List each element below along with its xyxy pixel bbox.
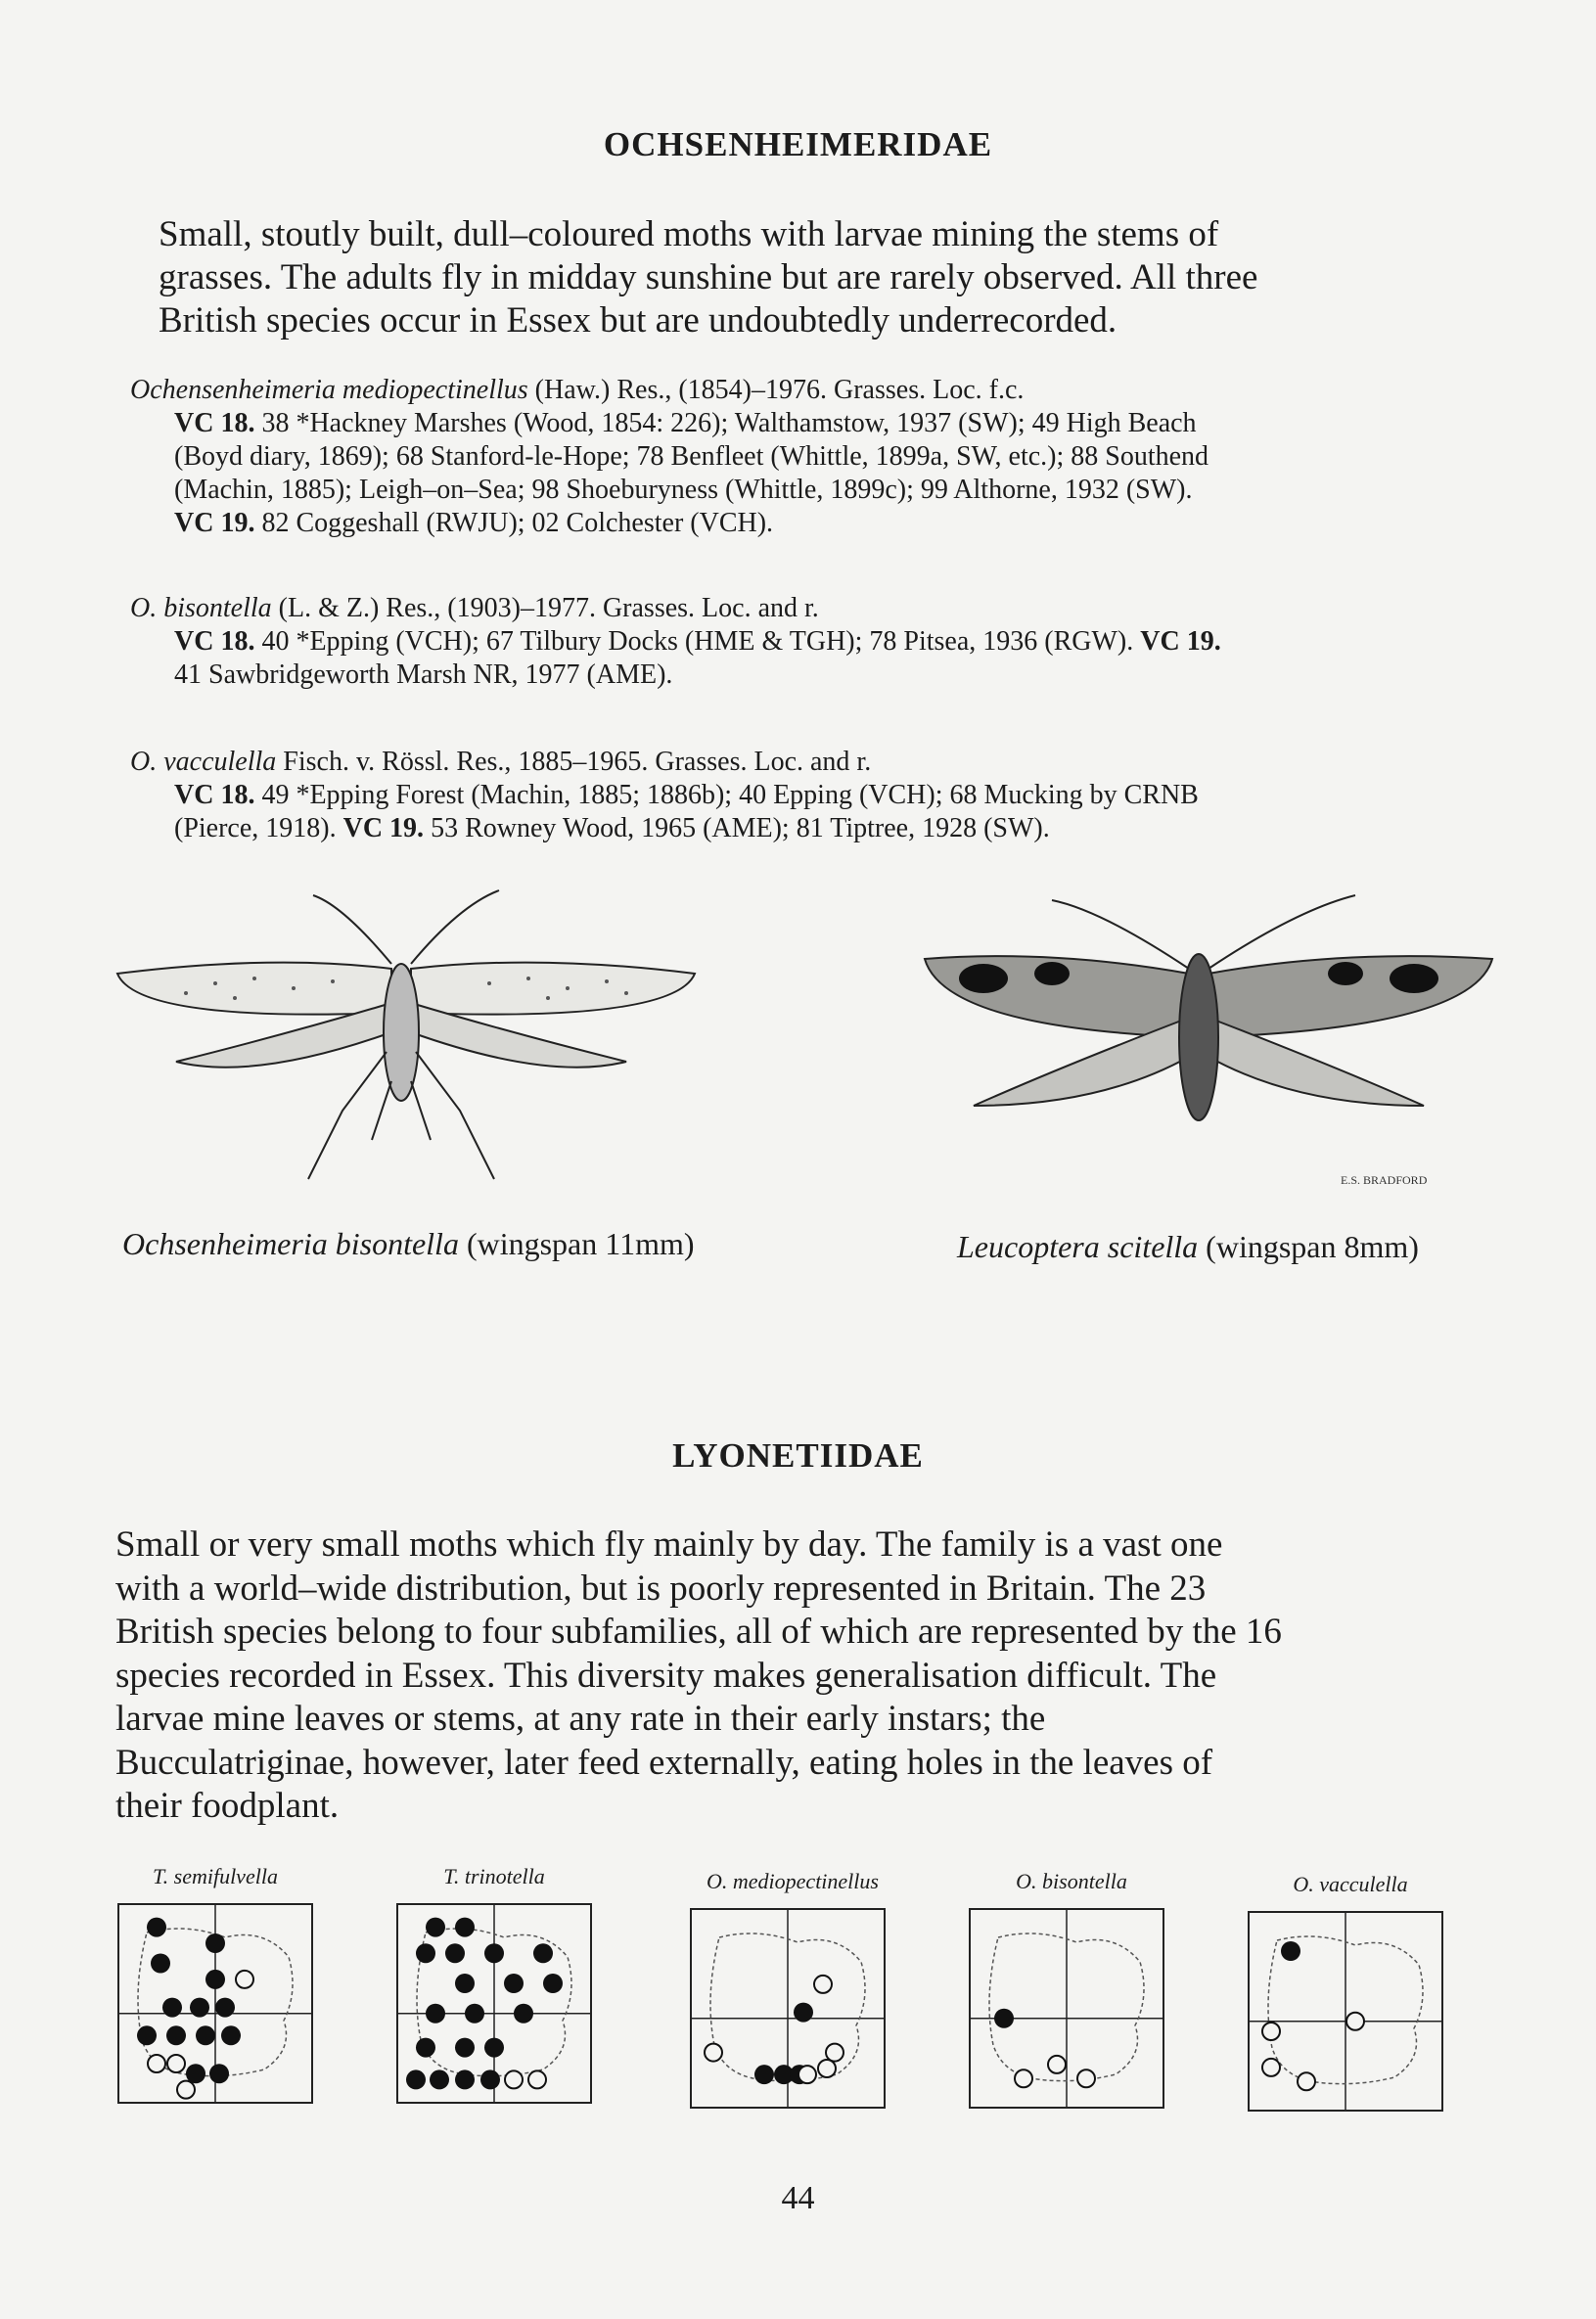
record-dot-filled [455,1918,475,1937]
intro-line: British species occur in Essex but are undoubtedly underrecorded. [159,300,1117,341]
vice-county-label: VC 18. [174,780,255,810]
distribution-map [113,1864,318,1889]
page-number: 44 [781,2180,815,2216]
record-dot-filled [794,2003,813,2023]
vice-county-label: VC 19. [1140,626,1221,657]
record-dot-open [1015,2069,1032,2087]
family-intro-ochsenheimeridae [159,213,1489,342]
record-text: 49 *Epping Forest (Machin, 1885; 1886b); 40 Epping (VCH); 68 Mucking by CRNB [261,780,1199,810]
distribution-map [969,1869,1174,1894]
record-dot-filled [504,1974,524,1993]
record-dot-filled [455,1974,475,1993]
caption-wingspan: (wingspan 11mm) [466,1226,695,1261]
record-text: (Pierce, 1918). [174,813,337,843]
record-text: 53 Rowney Wood, 1965 (AME); 81 Tiptree, 1928 (SW). [431,813,1050,843]
record-dot-filled [543,1974,563,1993]
intro-line: species recorded in Essex. This diversity makes generalisation difficult. The [115,1655,1217,1696]
map-label: O. vacculella [1293,1872,1408,1896]
record-dot-open [814,1976,832,1993]
species-entry-vacculella [130,746,1500,845]
record-dot-filled [484,2038,504,2058]
map-label: T. semifulvella [153,1864,278,1888]
record-dot-filled [514,2004,533,2023]
intro-line: Bucculatriginae, however, later feed externally, eating holes in the leaves of [115,1742,1213,1783]
record-dot-filled [205,1933,225,1953]
family-heading-lyonetiidae: LYONETIIDAE [672,1436,924,1475]
family-intro-lyonetiidae [115,1523,1483,1829]
intro-line: with a world–wide distribution, but is poorly represented in Britain. The 23 [115,1568,1207,1609]
vice-county-label: VC 19. [174,508,255,538]
species-status: (Haw.) Res., (1854)–1976. Grasses. Loc. f.c. [534,375,1025,405]
record-dot-open [1346,2013,1364,2030]
record-dot-open [505,2070,523,2088]
record-dot-open [177,2081,195,2099]
record-dot-open [1262,2023,1280,2040]
record-dot-filled [215,1998,235,2018]
record-dot-open [1262,2059,1280,2076]
record-dot-filled [147,1918,166,1937]
record-dot-filled [430,2069,449,2089]
record-text: (Machin, 1885); Leigh–on–Sea; 98 Shoeburyness (Whittle, 1899c); 99 Althorne, 1932 (SW). [174,475,1193,505]
caption-wingspan: (wingspan 8mm) [1206,1229,1419,1264]
record-dot-open [148,2055,165,2072]
moth-illustration-scitella [905,890,1512,1199]
species-status: Fisch. v. Rössl. Res., 1885–1965. Grasses. Loc. and r. [283,747,872,777]
illustrator-signature: E.S. BRADFORD [1341,1173,1428,1187]
distribution-map [675,1869,910,1894]
record-dot-open [1077,2069,1095,2087]
record-dot-filled [166,2025,186,2045]
record-dot-filled [426,2004,445,2023]
record-dot-filled [416,1943,435,1963]
record-dot-filled [455,2069,475,2089]
map-graphic [396,1903,592,2104]
species-status: (L. & Z.) Res., (1903)–1977. Grasses. Loc. and r. [278,593,819,623]
record-dot-open [1048,2056,1066,2073]
intro-line: Small or very small moths which fly mainly by day. The family is a vast one [115,1524,1223,1565]
species-entry-mediopectinellus [130,374,1500,540]
record-dot-filled [455,2038,475,2058]
record-dot-open [705,2044,722,2062]
record-dot-open [798,2066,816,2083]
record-dot-filled [151,1954,170,1974]
record-text: 40 *Epping (VCH); 67 Tilbury Docks (HME & TGH); 78 Pitsea, 1936 (RGW). [261,626,1134,657]
record-dot-filled [445,1943,465,1963]
family-heading-ochsenheimeridae: OCHSENHEIMERIDAE [603,125,993,163]
map-graphic [690,1908,886,2109]
record-dot-filled [484,1943,504,1963]
record-dot-filled [426,1918,445,1937]
caption-species: Leucoptera scitella [957,1229,1199,1264]
record-dot-filled [480,2069,500,2089]
record-dot-filled [221,2025,241,2045]
map-graphic [1248,1911,1443,2112]
record-text: 41 Sawbridgeworth Marsh NR, 1977 (AME). [174,659,673,690]
record-dot-open [826,2044,844,2062]
record-dot-filled [196,2025,215,2045]
record-dot-filled [754,2065,774,2084]
species-name: O. vacculella [130,747,277,777]
figure-caption-bisontella [122,1226,695,1262]
vice-county-label: VC 18. [174,626,255,657]
distribution-maps [113,1864,1502,2109]
species-name: Ochensenheimeria mediopectinellus [130,375,528,405]
figure-caption-scitella [957,1229,1419,1265]
species-entry-bisontella [130,592,1500,692]
record-text: (Boyd diary, 1869); 68 Stanford-le-Hope; 78 Benfleet (Whittle, 1899a, SW, etc.); 88 Southend [174,441,1209,472]
record-dot-filled [1281,1941,1300,1961]
map-graphic [117,1903,313,2104]
record-dot-open [1298,2072,1315,2090]
intro-line: larvae mine leaves or stems, at any rate in their early instars; the [115,1699,1046,1739]
species-name: O. bisontella [130,593,272,623]
intro-line: their foodplant. [115,1786,340,1826]
caption-species: Ochsenheimeria bisontella [122,1226,459,1261]
record-text: 82 Coggeshall (RWJU); 02 Colchester (VCH). [261,508,774,538]
map-label: O. mediopectinellus [707,1869,879,1893]
map-label: O. bisontella [1016,1869,1127,1893]
record-dot-filled [406,2069,426,2089]
record-dot-open [236,1971,253,1988]
record-dot-filled [162,1998,182,2018]
record-dot-open [818,2060,836,2077]
record-dot-filled [416,2038,435,2058]
distribution-map [391,1864,597,1889]
record-dot-open [167,2055,185,2072]
map-label: T. trinotella [443,1864,545,1888]
record-dot-filled [205,1970,225,1989]
record-dot-filled [994,2009,1014,2028]
intro-line: Small, stoutly built, dull–coloured moths with larvae mining the stems of [159,214,1219,254]
moth-illustration-bisontella [98,886,724,1199]
intro-line: grasses. The adults fly in midday sunshine but are rarely observed. All three [159,257,1258,297]
vice-county-label: VC 19. [342,813,425,843]
record-dot-filled [465,2004,484,2023]
distribution-map [1248,1872,1453,1897]
record-dot-filled [190,1998,209,2018]
record-dot-filled [209,2064,229,2083]
record-dot-filled [137,2025,157,2045]
map-graphic [969,1908,1164,2109]
record-dot-open [528,2070,546,2088]
vice-county-label: VC 18. [174,408,255,438]
record-dot-filled [533,1943,553,1963]
record-text: 38 *Hackney Marshes (Wood, 1854: 226); Walthamstow, 1937 (SW); 49 High Beach [261,408,1197,438]
intro-line: British species belong to four subfamilies, all of which are represented by the 16 [115,1612,1282,1652]
